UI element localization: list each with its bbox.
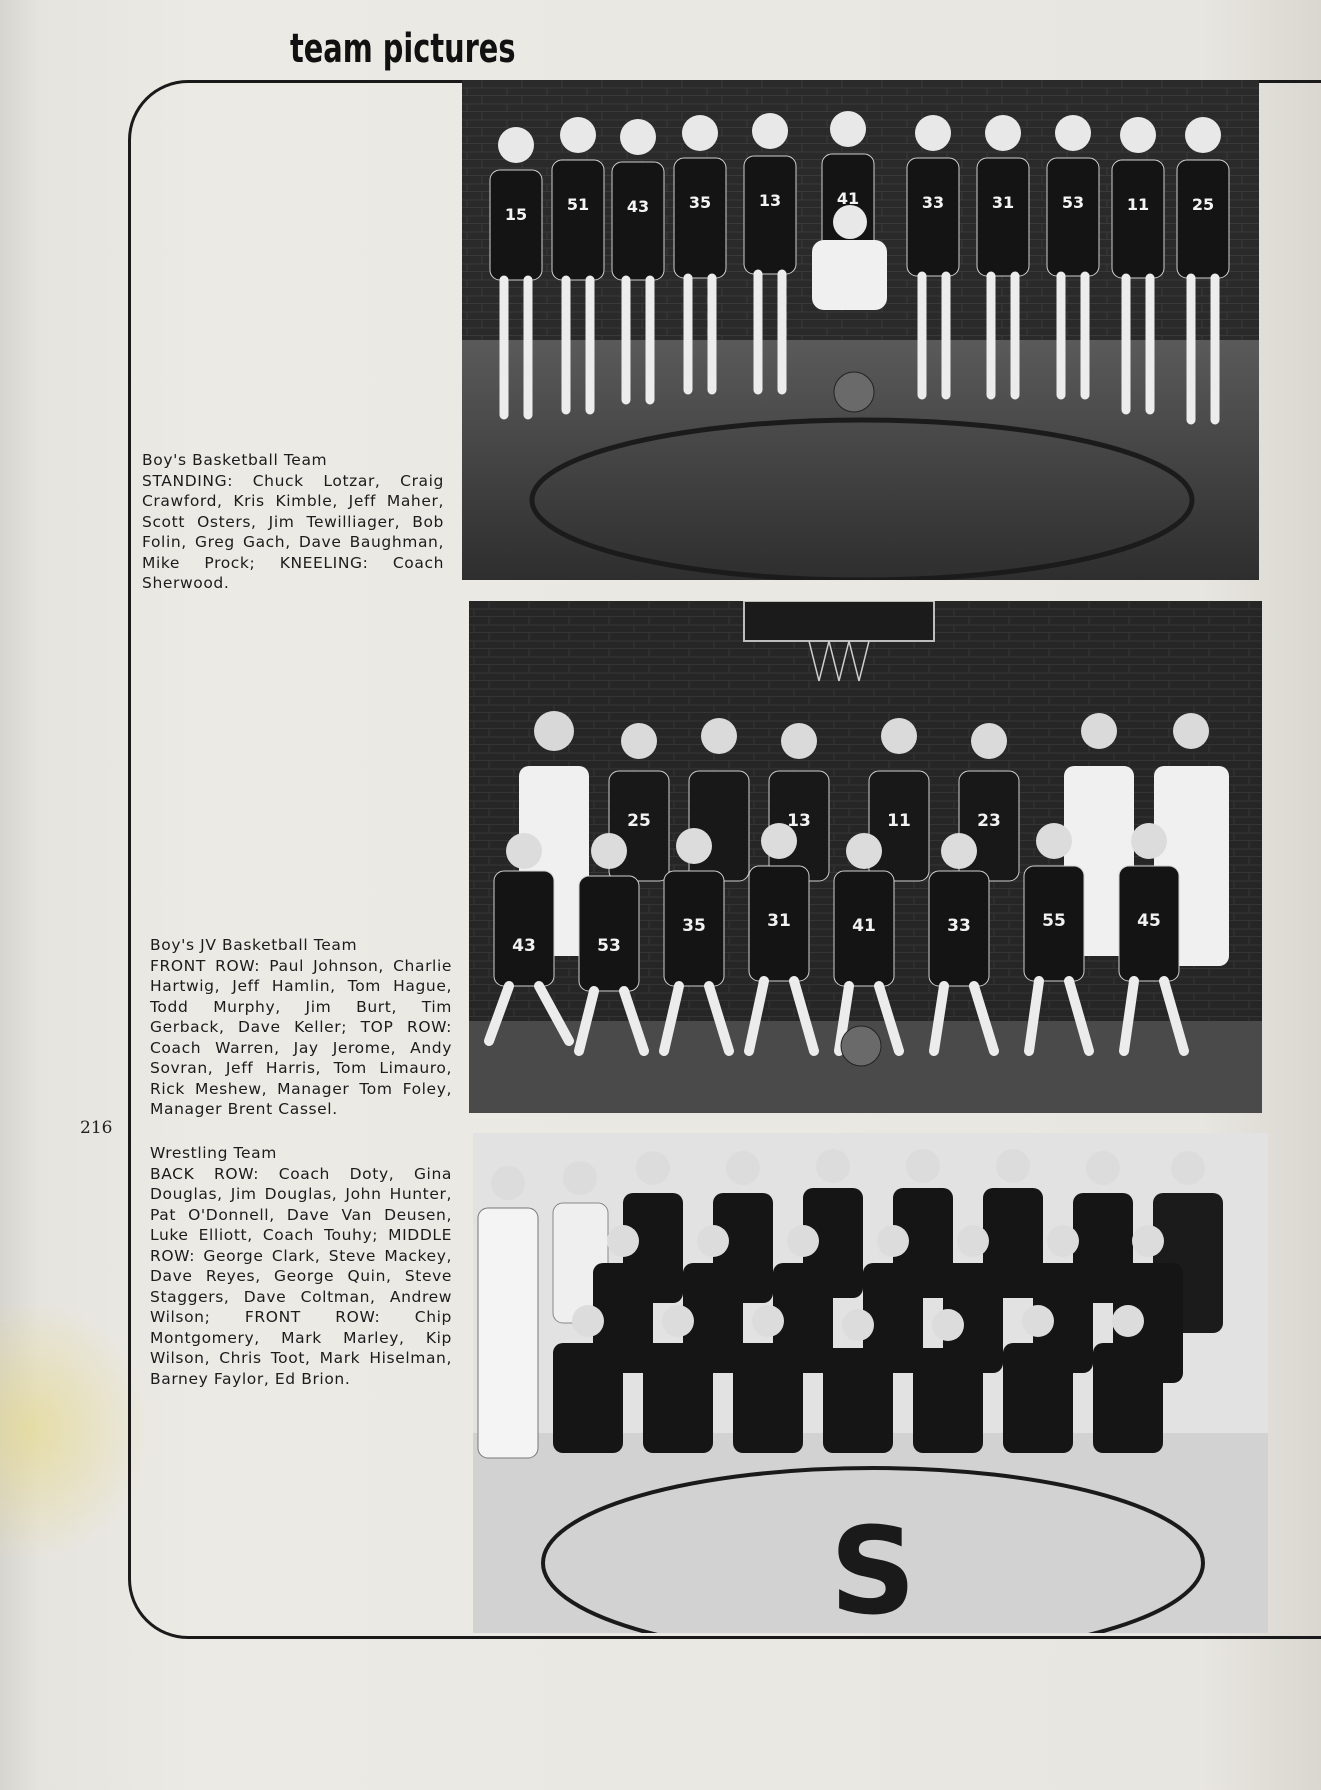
jersey-number: 43 [512, 936, 536, 956]
caption-title: Boy's Basketball Team [142, 451, 328, 469]
basketball-team-photo [462, 80, 1259, 580]
jersey-number: 51 [566, 195, 590, 214]
jersey-number: 13 [758, 191, 782, 210]
wrestling-team-photo-drawing [473, 1133, 1268, 1633]
jersey-number: 33 [921, 193, 945, 212]
jv-basketball-team-photo [469, 601, 1262, 1113]
page-number: 216 [80, 1118, 113, 1138]
jv-basketball-team-photo-drawing [469, 601, 1262, 1113]
jersey-number: 13 [787, 811, 811, 831]
jersey-number: 31 [991, 193, 1015, 212]
caption-body: STANDING: Chuck Lotzar, Craig Crawford, Kris Kimble, Jeff Maher, Scott Osters, Jim Tewilliager, Bob Folin, Greg Gach, Dave Baughman, Mike Prock; KNEELING: Coach Sherwood. [142, 471, 444, 592]
jersey-number: 55 [1042, 911, 1066, 931]
jersey-number: 25 [627, 811, 651, 831]
jersey-number: 53 [1061, 193, 1085, 212]
basketball-team-photo-drawing [462, 80, 1259, 580]
caption-body: BACK ROW: Coach Doty, Gina Douglas, Jim Douglas, John Hunter, Pat O'Donnell, Dave Van Deusen, Luke Elliott, Coach Touhy; MIDDLE ROW: George Clark, Steve Mackey, Dave Reyes, George Quin, Steve Staggers, Dave Coltman, Andrew Wilson; FRONT ROW: Chip Montgomery, Mark Marley, Kip Wilson, Chris Toot, Mark Hiselman, Barney Faylor, Ed Brion. [150, 1164, 452, 1388]
jersey-number: 31 [767, 911, 791, 931]
caption-body: FRONT ROW: Paul Johnson, Charlie Hartwig, Jeff Hamlin, Tom Hague, Todd Murphy, Jim Burt, Tim Gerback, Dave Keller; TOP ROW: Coach Warren, Jay Jerome, Andy Sovran, Jeff Harris, Tom Limauro, Rick Meshew, Manager Tom Foley, Manager Brent Cassel. [150, 956, 452, 1118]
jersey-number: 25 [1191, 195, 1215, 214]
mat-logo: S [829, 1503, 917, 1633]
basketball-team-caption [142, 450, 444, 594]
jersey-number: 11 [1126, 195, 1150, 214]
jersey-number: 15 [504, 205, 528, 224]
jersey-number: 33 [947, 916, 971, 936]
jersey-number: 43 [626, 197, 650, 216]
caption-title: Wrestling Team [150, 1144, 277, 1162]
jersey-number: 35 [682, 916, 706, 936]
jersey-number: 45 [1137, 911, 1161, 931]
jersey-number: 41 [852, 916, 876, 936]
jersey-number: 35 [688, 193, 712, 212]
wrestling-team-caption [150, 1143, 452, 1389]
wrestling-team-photo [473, 1133, 1268, 1633]
caption-title: Boy's JV Basketball Team [150, 936, 358, 954]
jv-basketball-team-caption [150, 935, 452, 1120]
jersey-number: 11 [887, 811, 911, 831]
jersey-number: 23 [977, 811, 1001, 831]
jersey-number: 41 [836, 189, 860, 208]
page-title: team pictures [290, 26, 516, 72]
jersey-number: 53 [597, 936, 621, 956]
